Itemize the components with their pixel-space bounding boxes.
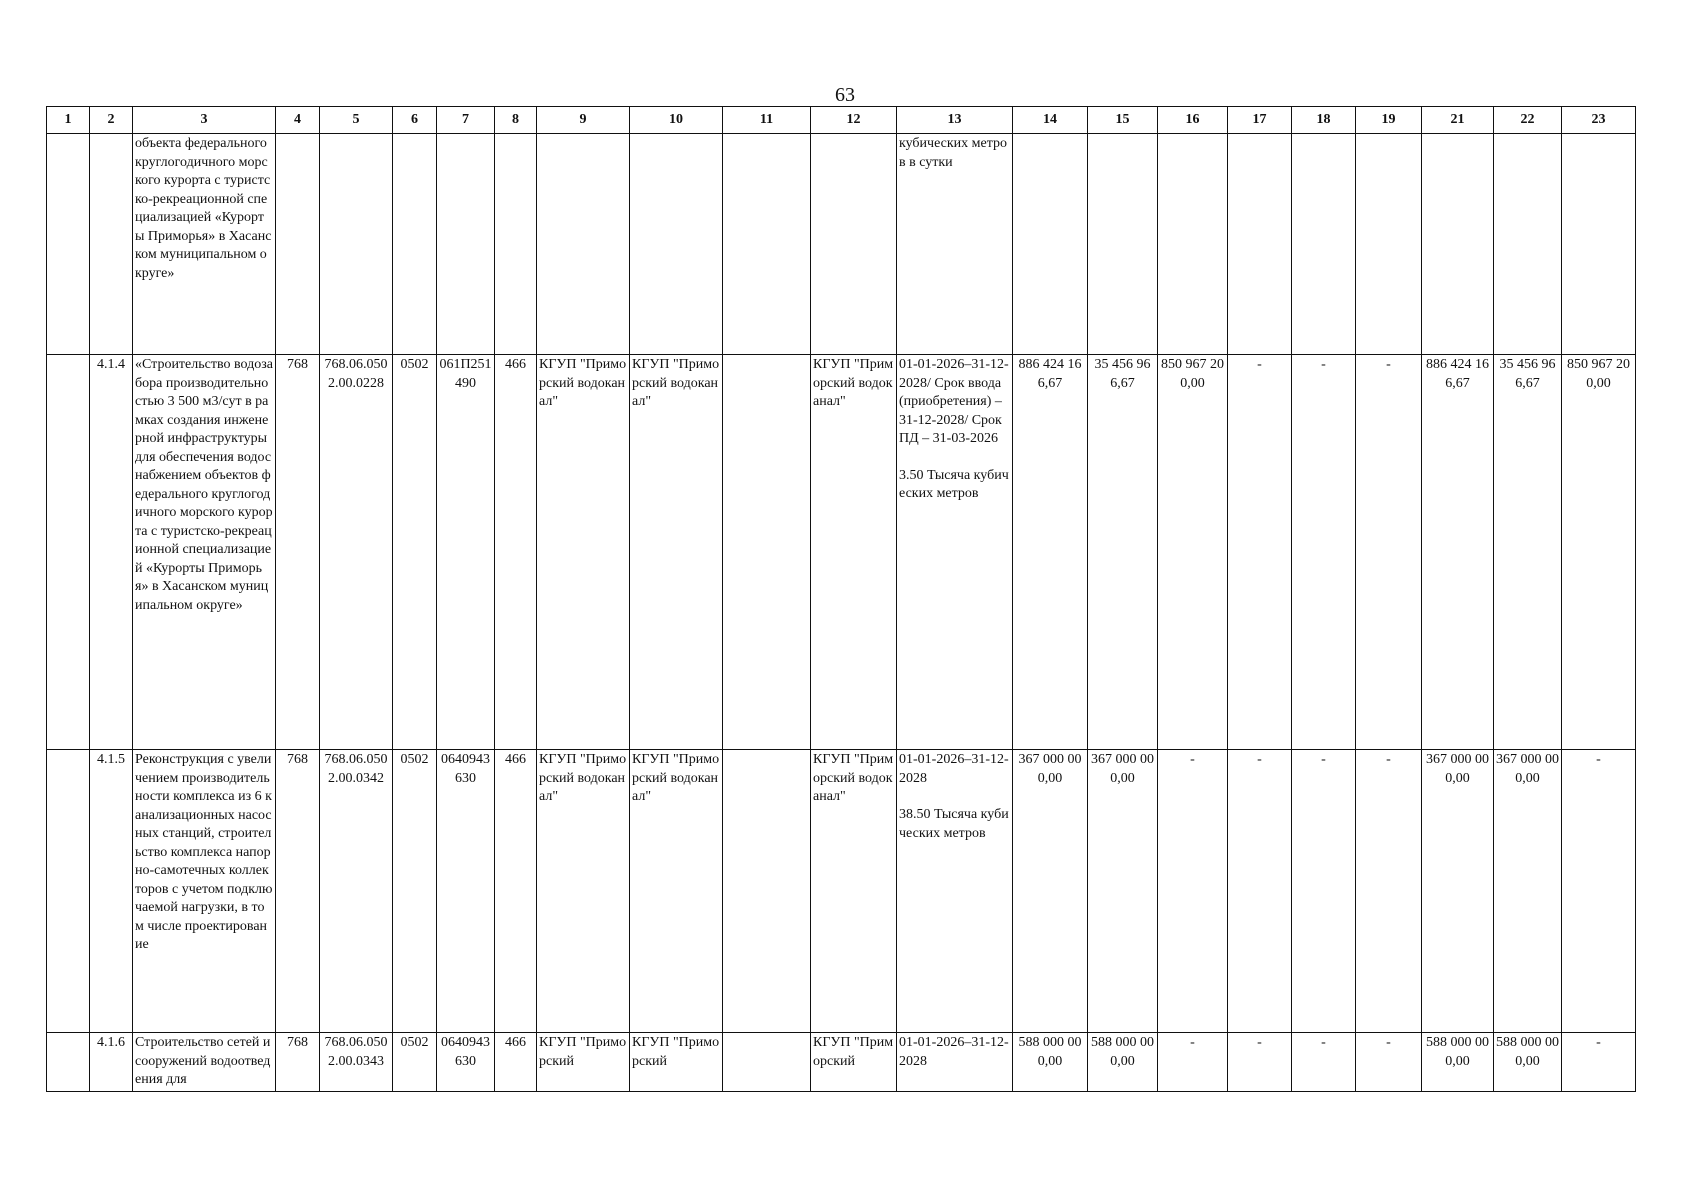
terms-capacity: 3.50 Тысяча кубических метров [899, 467, 1009, 501]
table-row [47, 750, 1636, 1033]
cell [723, 134, 811, 355]
cell-code: 466 [495, 750, 537, 1033]
cell-amount: 850 967 200,00 [1562, 355, 1636, 750]
cell [276, 134, 320, 355]
col-header: 9 [537, 107, 630, 134]
cell-amount: 886 424 166,67 [1013, 355, 1088, 750]
cell-org: КГУП "Приморский водоканал" [630, 750, 723, 1033]
cell [320, 134, 393, 355]
cell-amount: 850 967 200,00 [1158, 355, 1228, 750]
col-header: 15 [1088, 107, 1158, 134]
cell-org: КГУП "Приморский водоканал" [811, 750, 897, 1033]
cell-name: Реконструкция с увеличением производительности комплекса из 6 канализационных насосных станций, строительство комплекса напорно-самотечных коллекторов с учетом подключаемой нагрузки, в том числе проектирование [133, 750, 276, 1033]
cell-amount: - [1562, 750, 1636, 1033]
cell-code: 768 [276, 750, 320, 1033]
cell-amount: 588 000 000,00 [1494, 1033, 1562, 1092]
col-header: 13 [897, 107, 1013, 134]
cell-name: «Строительство водозабора производительностью 3 500 м3/сут в рамках создания инженерной инфраструктуры для обеспечения водоснабжением объектов федерального круглогодичного морского курорта с туристско-рекреационной специализацией «Курорты Приморья» в Хасанском муниципальном округе» [133, 355, 276, 750]
header-row [47, 107, 1636, 134]
cell-org: КГУП "Приморский водоканал" [811, 355, 897, 750]
col-header: 2 [90, 107, 133, 134]
col-header: 7 [437, 107, 495, 134]
col-header: 12 [811, 107, 897, 134]
terms-capacity: 38.50 Тысяча кубических метров [899, 807, 1009, 841]
cell-amount: - [1562, 1033, 1636, 1092]
cell-amount: 588 000 000,00 [1013, 1033, 1088, 1092]
col-header: 6 [393, 107, 437, 134]
cell-code: 768 [276, 355, 320, 750]
cell-amount: - [1228, 1033, 1292, 1092]
cell-amount: - [1356, 750, 1422, 1033]
cell-amount: - [1356, 355, 1422, 750]
cell-name: Строительство сетей и сооружений водоотведения для [133, 1033, 276, 1092]
cell-org: КГУП "Приморский [811, 1033, 897, 1092]
table-row [47, 1033, 1636, 1092]
cell [1494, 134, 1562, 355]
cell-amount: 35 456 966,67 [1088, 355, 1158, 750]
cell-code: 768.06.0502.00.0343 [320, 1033, 393, 1092]
cell [47, 1033, 90, 1092]
cell [723, 355, 811, 750]
cell-terms [897, 355, 1013, 750]
cell-terms [897, 750, 1013, 1033]
cell [495, 134, 537, 355]
cell-amount: - [1158, 750, 1228, 1033]
table-row-continuation [47, 134, 1636, 355]
terms-dates: 01-01-2026–31-12-2028 [899, 752, 1009, 786]
cell [723, 1033, 811, 1092]
cell [1088, 134, 1158, 355]
cell-code: 0502 [393, 1033, 437, 1092]
col-header: 16 [1158, 107, 1228, 134]
cell [47, 355, 90, 750]
col-header: 14 [1013, 107, 1088, 134]
cell [630, 134, 723, 355]
cell-code: 768.06.0502.00.0342 [320, 750, 393, 1033]
cell [1422, 134, 1494, 355]
cell [1158, 134, 1228, 355]
cell [47, 134, 90, 355]
page-number: 63 [835, 84, 855, 106]
cell-amount: 367 000 000,00 [1494, 750, 1562, 1033]
col-header: 8 [495, 107, 537, 134]
cell-code: 061П251490 [437, 355, 495, 750]
program-table [46, 106, 1636, 1092]
col-header: 3 [133, 107, 276, 134]
cell-code: 466 [495, 1033, 537, 1092]
cell-code: 0502 [393, 750, 437, 1033]
cell [1228, 134, 1292, 355]
col-header: 21 [1422, 107, 1494, 134]
col-header: 5 [320, 107, 393, 134]
cell-name: объекта федерального круглогодичного морского курорта с туристско-рекреационной специализацией «Курорты Приморья» в Хасанском муниципальном округе» [133, 134, 276, 355]
cell [90, 134, 133, 355]
cell-code: 768 [276, 1033, 320, 1092]
cell [537, 134, 630, 355]
cell-num: 4.1.6 [90, 1033, 133, 1092]
cell-num: 4.1.5 [90, 750, 133, 1033]
cell-amount: - [1356, 1033, 1422, 1092]
cell-org: КГУП "Приморский водоканал" [630, 355, 723, 750]
cell [1292, 134, 1356, 355]
cell-amount: 588 000 000,00 [1088, 1033, 1158, 1092]
cell-code: 466 [495, 355, 537, 750]
cell-org: КГУП "Приморский [537, 1033, 630, 1092]
col-header: 1 [47, 107, 90, 134]
table-row [47, 355, 1636, 750]
cell [1562, 134, 1636, 355]
cell-amount: 588 000 000,00 [1422, 1033, 1494, 1092]
col-header: 23 [1562, 107, 1636, 134]
col-header: 17 [1228, 107, 1292, 134]
cell-code: 768.06.0502.00.0228 [320, 355, 393, 750]
cell-amount: 35 456 966,67 [1494, 355, 1562, 750]
col-header: 22 [1494, 107, 1562, 134]
col-header: 18 [1292, 107, 1356, 134]
cell-org: КГУП "Приморский водоканал" [537, 750, 630, 1033]
cell-code: 0640943630 [437, 750, 495, 1033]
cell [393, 134, 437, 355]
cell-org: КГУП "Приморский водоканал" [537, 355, 630, 750]
cell-capacity: кубических метров в сутки [897, 134, 1013, 355]
cell-amount: - [1158, 1033, 1228, 1092]
cell-amount: - [1292, 750, 1356, 1033]
cell-amount: - [1292, 1033, 1356, 1092]
cell [1013, 134, 1088, 355]
cell-amount: 886 424 166,67 [1422, 355, 1494, 750]
cell-code: 0502 [393, 355, 437, 750]
cell [437, 134, 495, 355]
col-header: 19 [1356, 107, 1422, 134]
cell-org: КГУП "Приморский [630, 1033, 723, 1092]
cell-code: 0640943630 [437, 1033, 495, 1092]
cell-amount: 367 000 000,00 [1088, 750, 1158, 1033]
col-header: 11 [723, 107, 811, 134]
cell-amount: - [1292, 355, 1356, 750]
cell [1356, 134, 1422, 355]
col-header: 4 [276, 107, 320, 134]
cell [47, 750, 90, 1033]
cell-num: 4.1.4 [90, 355, 133, 750]
terms-dates: 01-01-2026–31-12-2028/ Срок ввода (приобретения) – 31-12-2028/ Срок ПД – 31-03-2026 [899, 357, 1009, 446]
cell [811, 134, 897, 355]
cell-amount: 367 000 000,00 [1013, 750, 1088, 1033]
col-header: 10 [630, 107, 723, 134]
cell-amount: 367 000 000,00 [1422, 750, 1494, 1033]
cell-amount: - [1228, 750, 1292, 1033]
cell [723, 750, 811, 1033]
cell-terms: 01-01-2026–31-12-2028 [897, 1033, 1013, 1092]
cell-amount: - [1228, 355, 1292, 750]
